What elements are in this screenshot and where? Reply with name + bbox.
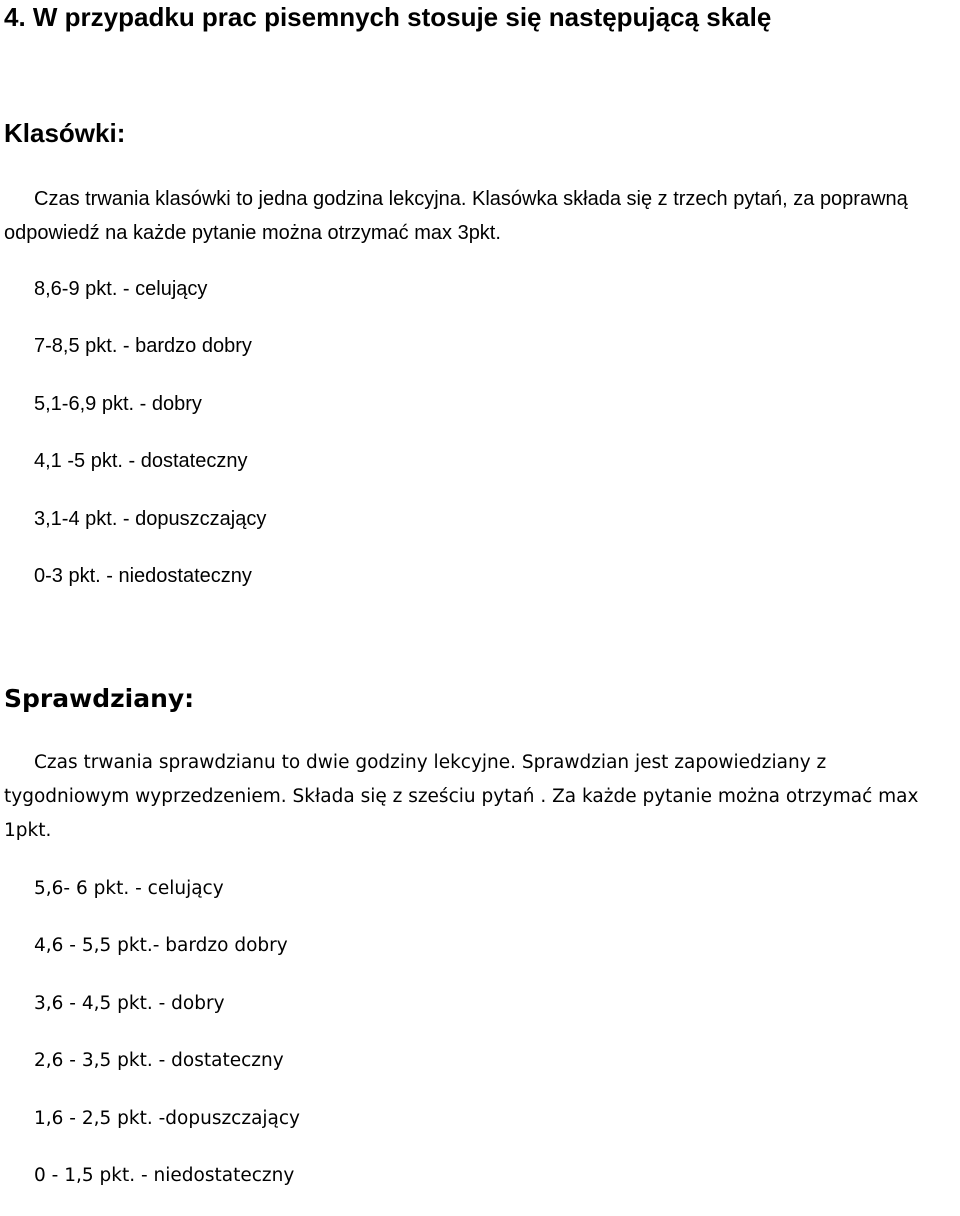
grade-list-sprawdziany	[34, 872, 300, 1216]
grade-item: 0-3 pkt. - niedostateczny	[34, 564, 252, 587]
grade-item: 0 - 1,5 pkt. - niedostateczny	[34, 1164, 295, 1186]
grade-item: 7-8,5 pkt. - bardzo dobry	[34, 335, 252, 358]
page-heading: 4. W przypadku prac pisemnych stosuje się następującą skalę	[4, 2, 772, 32]
grade-item: 8,6-9 pkt. - celujący	[34, 278, 208, 300]
grade-item: 3,1-4 pkt. - dopuszczający	[34, 507, 267, 530]
description-klasowki: Czas trwania klasówki to jedna godzina lekcyjna. Klasówka składa się z trzech pytań, za poprawną odpowiedź na każde pytanie można otrzymać max 3pkt.	[4, 188, 908, 244]
grade-item: 5,1-6,9 pkt. - dobry	[34, 392, 202, 415]
grade-item: 1,6 - 2,5 pkt. -dopuszczający	[34, 1107, 301, 1129]
grade-item: 4,1 -5 pkt. - dostateczny	[34, 450, 248, 473]
grade-item: 5,6- 6 pkt. - celujący	[34, 878, 224, 899]
section-title-sprawdziany: Sprawdziany:	[4, 684, 195, 713]
grade-list-klasowki	[34, 272, 266, 616]
grade-item: 3,6 - 4,5 pkt. - dobry	[34, 992, 225, 1014]
grade-item: 2,6 - 3,5 pkt. - dostateczny	[34, 1050, 284, 1072]
section-title-klasowki: Klasówki:	[4, 118, 126, 148]
grade-item: 4,6 - 5,5 pkt.- bardzo dobry	[34, 935, 288, 957]
description-sprawdziany: Czas trwania sprawdzianu to dwie godziny lekcyjne. Sprawdzian jest zapowiedziany z tygodniowym wyprzedzeniem. Składa się z sześciu pytań . Za każde pytanie można otrzymać max 1pkt.	[4, 752, 919, 841]
